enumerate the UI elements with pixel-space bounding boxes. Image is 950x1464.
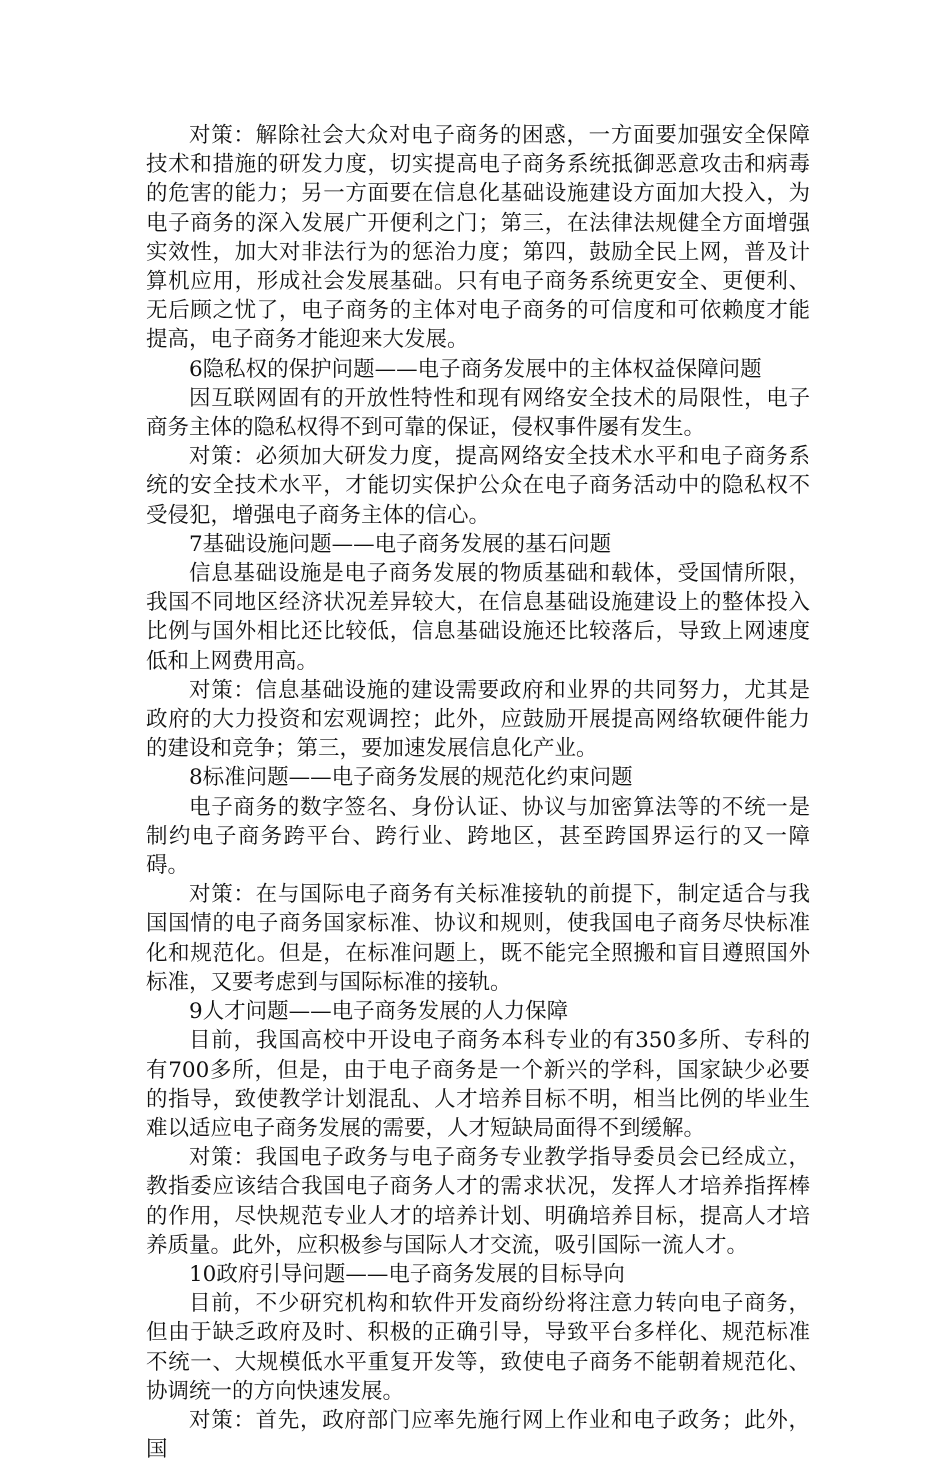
paragraph-countermeasure-trust: 对策：解除社会大众对电子商务的困惑，一方面要加强安全保障技术和措施的研发力度，切实提高电子商务系统抵御恶意攻击和病毒的危害的能力；另一方面要在信息化基础设施建设方面加大投入，为电子商务的深入发展广开便利之门；第三，在法律法规健全方面增强实效性，加大对非法行为的惩治力度；第四，鼓励全民上网，普及计算机应用，形成社会发展基础。只有电子商务系统更安全、更便利、无后顾之忧了，电子商务的主体对电子商务的可信度和可依赖度才能提高，电子商务才能迎来大发展。 (146, 123, 810, 353)
document-body (146, 121, 810, 1464)
paragraph-privacy-countermeasure: 对策：必须加大研发力度，提高网络安全技术水平和电子商务系统的安全技术水平，才能切实保护公众在电子商务活动中的隐私权不受侵犯，增强电子商务主体的信心。 (146, 444, 810, 528)
paragraph-infrastructure-countermeasure: 对策：信息基础设施的建设需要政府和业界的共同努力，尤其是政府的大力投资和宏观调控；此外，应鼓励开展提高网络软硬件能力的建设和竞争；第三，要加速发展信息化产业。 (146, 677, 810, 762)
heading-talent: 9人才问题——电子商务发展的人力保障 (189, 999, 569, 1025)
heading-standards: 8标准问题——电子商务发展的规范化约束问题 (189, 765, 633, 791)
paragraph-privacy-problem: 因互联网固有的开放性特性和现有网络安全技术的局限性，电子商务主体的隐私权得不到可靠的保证，侵权事件屡有发生。 (146, 385, 810, 441)
paragraph-government-problem: 目前，不少研究机构和软件开发商纷纷将注意力转向电子商务，但由于缺乏政府及时、积极的正确引导，导致平台多样化、规范标准不统一、大规模低水平重复开发等，致使电子商务不能朝着规范化、协调统一的方向快速发展。 (146, 1291, 810, 1404)
paragraph-talent-problem: 目前，我国高校中开设电子商务本科专业的有350多所、专科的有700多所，但是，由于电子商务是一个新兴的学科，国家缺少必要的指导，致使教学计划混乱、人才培养目标不明，相当比例的毕业生难以适应电子商务发展的需要，人才短缺局面得不到缓解。 (146, 1028, 810, 1141)
paragraph-standards-countermeasure: 对策：在与国际电子商务有关标准接轨的前提下，制定适合与我国国情的电子商务国家标准、协议和规则，使我国电子商务尽快标准化和规范化。但是，在标准问题上，既不能完全照搬和盲目遵照国外标准，又要考虑到与国际标准的接轨。 (146, 882, 810, 995)
paragraph-government-countermeasure: 对策：首先，政府部门应率先施行网上作业和电子政务；此外，国 (146, 1407, 810, 1463)
paragraph-infrastructure-problem: 信息基础设施是电子商务发展的物质基础和载体，受国情所限，我国不同地区经济状况差异较大，在信息基础设施建设上的整体投入比例与国外相比还比较低，信息基础设施还比较落后，导致上网速度低和上网费用高。 (146, 561, 810, 674)
paragraph-talent-countermeasure: 对策：我国电子政务与电子商务专业教学指导委员会已经成立，教指委应该结合我国电子商务人才的需求状况，发挥人才培养指挥棒的作用，尽快规范专业人才的培养计划、明确培养目标，提高人才培养质量。此外，应积极参与国际人才交流，吸引国际一流人才。 (146, 1145, 810, 1258)
heading-privacy: 6隐私权的保护问题——电子商务发展中的主体权益保障问题 (189, 356, 762, 382)
heading-infrastructure: 7基础设施问题——电子商务发展的基石问题 (189, 531, 612, 557)
heading-government-guidance: 10政府引导问题——电子商务发展的目标导向 (189, 1261, 625, 1287)
paragraph-standards-problem: 电子商务的数字签名、身份认证、协议与加密算法等的不统一是制约电子商务跨平台、跨行业、跨地区，甚至跨国界运行的又一障碍。 (146, 794, 810, 879)
